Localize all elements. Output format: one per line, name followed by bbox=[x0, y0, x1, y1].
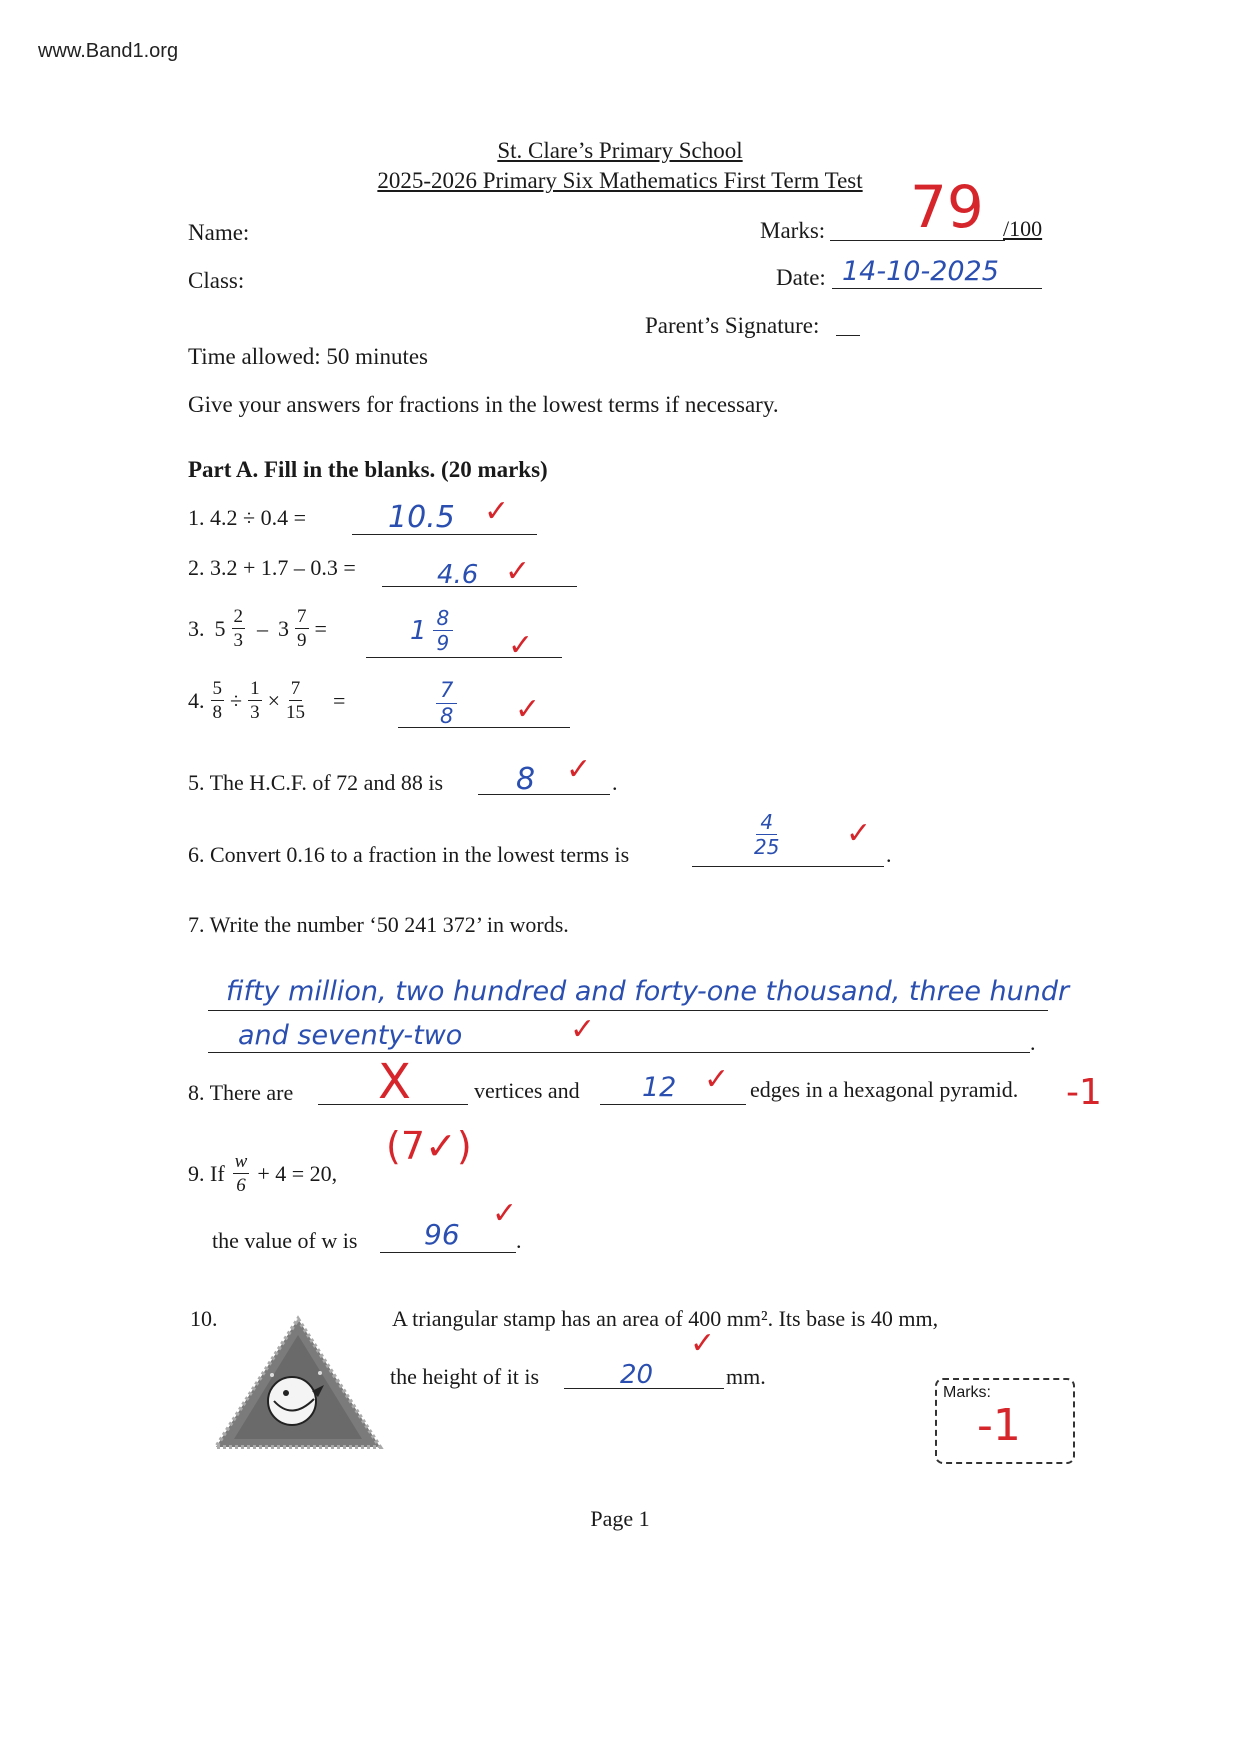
q4-number: 4. bbox=[188, 687, 205, 713]
q4-denominator-1: 8 bbox=[212, 702, 222, 723]
q10-line2: the height of it is bbox=[390, 1364, 540, 1389]
q2-answer: 4.6 bbox=[437, 560, 479, 590]
q2-question bbox=[188, 555, 356, 581]
q2-answer-line bbox=[382, 586, 577, 587]
q4-fraction-2 bbox=[248, 679, 262, 722]
q4-check-icon: ✓ bbox=[515, 692, 541, 727]
q3-question bbox=[188, 607, 327, 650]
signature-line bbox=[836, 335, 860, 336]
q4-equals: = bbox=[333, 687, 346, 713]
q6-period: . bbox=[886, 842, 892, 867]
page-number: Page 1 bbox=[590, 1506, 650, 1531]
q9-question bbox=[188, 1152, 337, 1195]
q3-answer-denominator: 9 bbox=[436, 631, 450, 655]
q10-number: 10. bbox=[190, 1306, 218, 1331]
part-a-heading: Part A. Fill in the blanks. (20 marks) bbox=[188, 457, 548, 482]
marks-box-value: -1 bbox=[977, 1400, 1021, 1451]
instructions-note: Give your answers for fractions in the lowest terms if necessary. bbox=[188, 392, 779, 417]
q5-period: . bbox=[612, 770, 618, 795]
q3-fraction-1 bbox=[232, 607, 246, 650]
q3-check-icon: ✓ bbox=[508, 628, 534, 663]
date-label: Date: bbox=[776, 265, 826, 290]
q7-answer-line-2 bbox=[208, 1052, 1030, 1053]
q4-fraction-1 bbox=[211, 679, 225, 722]
class-label: Class: bbox=[188, 268, 245, 293]
q8-check-icon: ✓ bbox=[704, 1062, 730, 1097]
q3-whole-2: 3 bbox=[278, 615, 289, 641]
q4-denominator-3: 15 bbox=[286, 702, 305, 723]
q6-answer bbox=[754, 812, 779, 857]
q4-numerator-2: 1 bbox=[250, 678, 260, 699]
q4-answer-numerator: 7 bbox=[436, 680, 457, 704]
q9-answer-line bbox=[380, 1252, 516, 1253]
q10-text: A triangular stamp has an area of 400 mm². Its base is 40 mm, bbox=[392, 1306, 939, 1331]
q5-question: 5. The H.C.F. of 72 and 88 is bbox=[188, 770, 444, 795]
q3-answer bbox=[410, 608, 453, 653]
q8-edges-line bbox=[600, 1104, 746, 1105]
q8-middle: vertices and bbox=[474, 1078, 580, 1103]
q4-answer bbox=[436, 680, 457, 727]
q6-answer-numerator: 4 bbox=[756, 812, 777, 835]
q2-expression: 3.2 + 1.7 – 0.3 = bbox=[210, 555, 356, 580]
site-watermark: www.Band1.org bbox=[38, 40, 179, 62]
q7-check-icon: ✓ bbox=[570, 1012, 596, 1047]
q6-question: 6. Convert 0.16 to a fraction in the lowest terms is bbox=[188, 842, 630, 867]
q7-answer-line-2-text: and seventy-two bbox=[238, 1020, 463, 1051]
marks-box bbox=[935, 1378, 1075, 1464]
q8-prefix: 8. There are bbox=[188, 1080, 294, 1105]
q9-numerator: w bbox=[234, 1151, 248, 1172]
q8-edges-answer: 12 bbox=[642, 1072, 677, 1103]
q7-answer-line-1-text: fifty million, two hundred and forty-one thousand, three hundr bbox=[226, 976, 1070, 1007]
q9-equation-rest: + 4 = 20, bbox=[257, 1160, 338, 1186]
marks-total: /100 bbox=[1003, 216, 1043, 241]
q6-answer-line bbox=[692, 866, 884, 867]
name-label: Name: bbox=[188, 220, 250, 245]
q9-fraction bbox=[233, 1152, 250, 1195]
q2-check-icon: ✓ bbox=[505, 554, 531, 589]
q3-fraction-2 bbox=[295, 607, 309, 650]
q5-check-icon: ✓ bbox=[566, 752, 592, 787]
marks-box-label: Marks: bbox=[943, 1384, 991, 1401]
q4-numerator-1: 5 bbox=[212, 678, 222, 699]
q4-question bbox=[188, 679, 345, 722]
date-line bbox=[832, 288, 1042, 289]
q8-correction: (7✓) bbox=[386, 1124, 472, 1168]
q10-unit: mm. bbox=[726, 1364, 766, 1389]
q7-period: . bbox=[1030, 1030, 1036, 1055]
q5-answer: 8 bbox=[516, 762, 536, 797]
q8-suffix: edges in a hexagonal pyramid. bbox=[750, 1077, 1019, 1102]
q6-answer-denominator: 25 bbox=[754, 835, 780, 859]
q10-answer: 20 bbox=[620, 1360, 654, 1390]
q4-operator-1: ÷ bbox=[230, 687, 243, 713]
q3-answer-numerator: 8 bbox=[433, 608, 454, 631]
q7-question: 7. Write the number ‘50 241 372’ in words. bbox=[188, 912, 569, 937]
test-title: 2025-2026 Primary Six Mathematics First Term Test bbox=[377, 168, 863, 193]
q8-vertices-answer: X bbox=[378, 1054, 411, 1110]
q3-denominator-1: 3 bbox=[233, 630, 243, 651]
q4-answer-line bbox=[398, 727, 570, 728]
q1-check-icon: ✓ bbox=[484, 494, 510, 529]
q3-numerator-2: 7 bbox=[297, 606, 307, 627]
time-allowed: Time allowed: 50 minutes bbox=[188, 344, 429, 369]
q2-number: 2. bbox=[188, 555, 205, 580]
q9-denominator: 6 bbox=[236, 1175, 246, 1196]
q3-operator: – bbox=[257, 615, 268, 641]
q4-numerator-3: 7 bbox=[290, 678, 301, 699]
q3-denominator-2: 9 bbox=[297, 630, 307, 651]
q4-answer-denominator: 8 bbox=[440, 704, 454, 728]
q1-answer: 10.5 bbox=[388, 500, 455, 535]
school-name: St. Clare’s Primary School bbox=[497, 138, 743, 163]
date-value: 14-10-2025 bbox=[842, 256, 999, 287]
q1-number: 1. bbox=[188, 505, 205, 530]
marks-label: Marks: bbox=[760, 218, 826, 243]
triangular-stamp-image bbox=[212, 1315, 384, 1453]
q10-check-icon: ✓ bbox=[690, 1326, 716, 1361]
q3-number: 3. bbox=[188, 615, 205, 641]
q4-operator-2: × bbox=[267, 687, 280, 713]
q1-question bbox=[188, 505, 306, 531]
q5-answer-line bbox=[478, 794, 610, 795]
q3-answer-fraction bbox=[433, 608, 454, 653]
q9-answer: 96 bbox=[424, 1218, 460, 1251]
q9-line2: the value of w is bbox=[212, 1228, 358, 1253]
q9-period: . bbox=[516, 1228, 522, 1253]
q3-numerator-1: 2 bbox=[233, 606, 243, 627]
q7-answer-line-1 bbox=[208, 1010, 1048, 1011]
q9-check-icon: ✓ bbox=[492, 1196, 518, 1231]
q4-fraction-3 bbox=[286, 679, 305, 722]
q1-expression: 4.2 ÷ 0.4 = bbox=[210, 505, 306, 530]
q3-answer-whole: 1 bbox=[410, 615, 427, 646]
q6-check-icon: ✓ bbox=[846, 816, 872, 851]
signature-label: Parent’s Signature: bbox=[645, 313, 820, 338]
marks-value: 79 bbox=[910, 173, 984, 241]
q3-whole-1: 5 bbox=[214, 615, 226, 641]
q8-deduction: -1 bbox=[1066, 1072, 1102, 1113]
q9-number: 9. If bbox=[188, 1160, 225, 1186]
q3-equals: = bbox=[314, 615, 327, 641]
q4-denominator-2: 3 bbox=[250, 702, 260, 723]
